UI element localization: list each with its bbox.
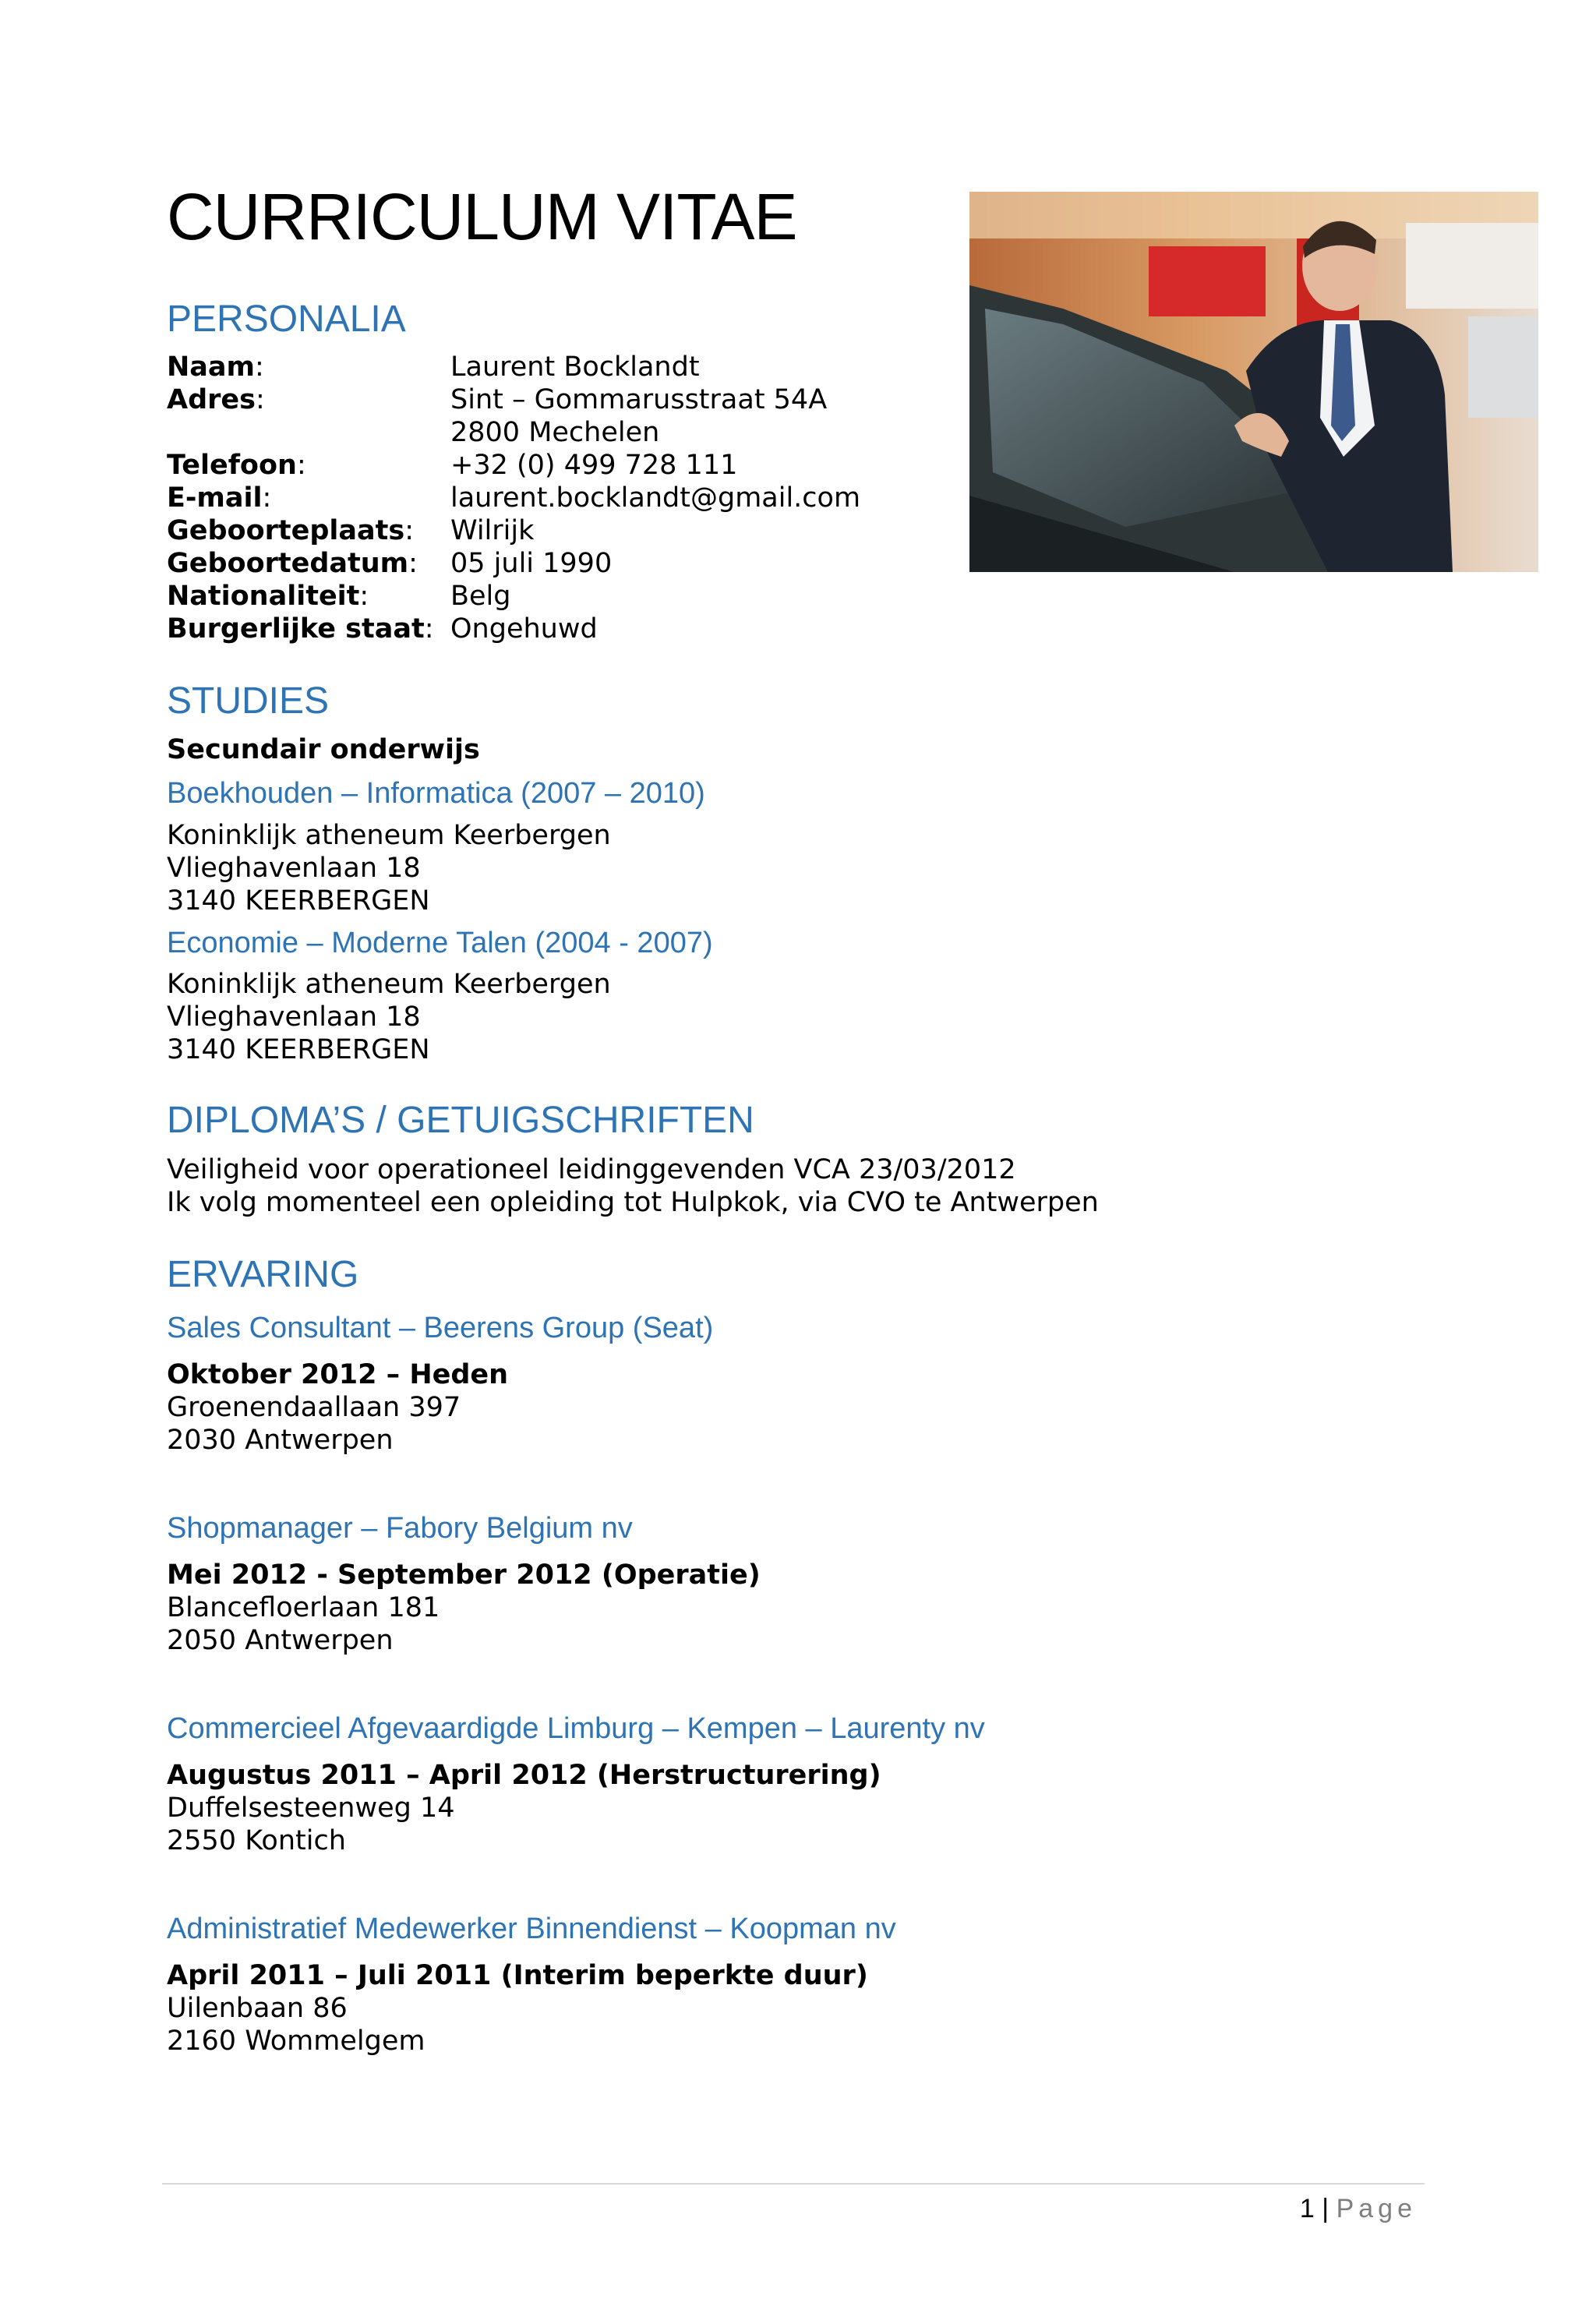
ervaring-heading: ERVARING <box>167 1254 359 1295</box>
personalia-label: Telefoon <box>167 450 297 481</box>
study-line: 3140 KEERBERGEN <box>167 1034 430 1065</box>
studies-subheading: Secundair onderwijs <box>167 734 480 765</box>
personalia-heading: PERSONALIA <box>167 298 406 340</box>
page-number: 1 <box>1299 2194 1315 2223</box>
job-title: Shopmanager – Fabory Belgium nv <box>167 1512 633 1545</box>
personalia-value: 05 juli 1990 <box>450 548 613 579</box>
personalia-label: Nationaliteit <box>167 581 360 612</box>
footer-separator: | <box>1322 2194 1329 2223</box>
personalia-label: Geboorteplaats <box>167 515 405 546</box>
personalia-value: Belg <box>450 581 511 612</box>
study-title: Economie – Moderne Talen (2004 - 2007) <box>167 927 713 959</box>
study-line: Koninklijk atheneum Keerbergen <box>167 969 611 1000</box>
job-title: Sales Consultant – Beerens Group (Seat) <box>167 1312 714 1344</box>
study-line: Koninklijk atheneum Keerbergen <box>167 820 611 851</box>
personalia-label: E-mail <box>167 482 263 514</box>
personalia-value: Ongehuwd <box>450 613 598 645</box>
diplomas-heading: DIPLOMA’S / GETUIGSCHRIFTEN <box>167 1100 754 1141</box>
job-line: 2050 Antwerpen <box>167 1625 394 1656</box>
job-line: 2160 Wommelgem <box>167 2026 425 2057</box>
job-line: Duffelsesteenweg 14 <box>167 1792 455 1824</box>
diploma-line: Veiligheid voor operationeel leidinggevenden VCA 23/03/2012 <box>167 1154 1016 1185</box>
job-line: 2550 Kontich <box>167 1825 346 1856</box>
personalia-value: Laurent Bocklandt <box>450 351 700 383</box>
personalia-label: Naam <box>167 351 255 383</box>
study-line: Vlieghavenlaan 18 <box>167 1001 421 1033</box>
study-title: Boekhouden – Informatica (2007 – 2010) <box>167 777 705 810</box>
personalia-value: 2800 Mechelen <box>450 417 660 448</box>
document-title: CURRICULUM VITAE <box>167 180 797 253</box>
studies-heading: STUDIES <box>167 680 330 722</box>
personalia-value: +32 (0) 499 728 111 <box>450 450 738 481</box>
study-line: 3140 KEERBERGEN <box>167 885 430 917</box>
job-line: Uilenbaan 86 <box>167 1993 348 2024</box>
personalia-label: Geboortedatum <box>167 548 409 579</box>
personalia-value: Wilrijk <box>450 515 535 546</box>
study-line: Vlieghavenlaan 18 <box>167 853 421 884</box>
job-line: 2030 Antwerpen <box>167 1425 394 1456</box>
job-line: Blancefloerlaan 181 <box>167 1592 440 1623</box>
personalia-value: Sint – Gommarusstraat 54A <box>450 384 828 415</box>
personalia-label: Burgerlijke staat <box>167 613 425 645</box>
diploma-line: Ik volg momenteel een opleiding tot Hulpkok, via CVO te Antwerpen <box>167 1187 1099 1218</box>
job-period: April 2011 – Juli 2011 (Interim beperkte duur) <box>167 1960 868 1991</box>
footer-divider <box>162 2183 1425 2184</box>
profile-photo <box>969 192 1538 572</box>
job-period: Mei 2012 - September 2012 (Operatie) <box>167 1559 761 1591</box>
job-period: Augustus 2011 – April 2012 (Herstructurering) <box>167 1760 881 1791</box>
job-line: Groenendaallaan 397 <box>167 1392 461 1423</box>
job-title: Commercieel Afgevaardigde Limburg – Kempen – Laurenty nv <box>167 1712 985 1745</box>
email-link[interactable]: laurent.bocklandt@gmail.com <box>450 482 861 514</box>
personalia-label: Adres <box>167 384 256 415</box>
job-title: Administratief Medewerker Binnendienst – Koopman nv <box>167 1913 896 1945</box>
page-label: Page <box>1336 2194 1417 2223</box>
page-footer <box>1300 2192 1417 2226</box>
job-period: Oktober 2012 – Heden <box>167 1359 509 1390</box>
